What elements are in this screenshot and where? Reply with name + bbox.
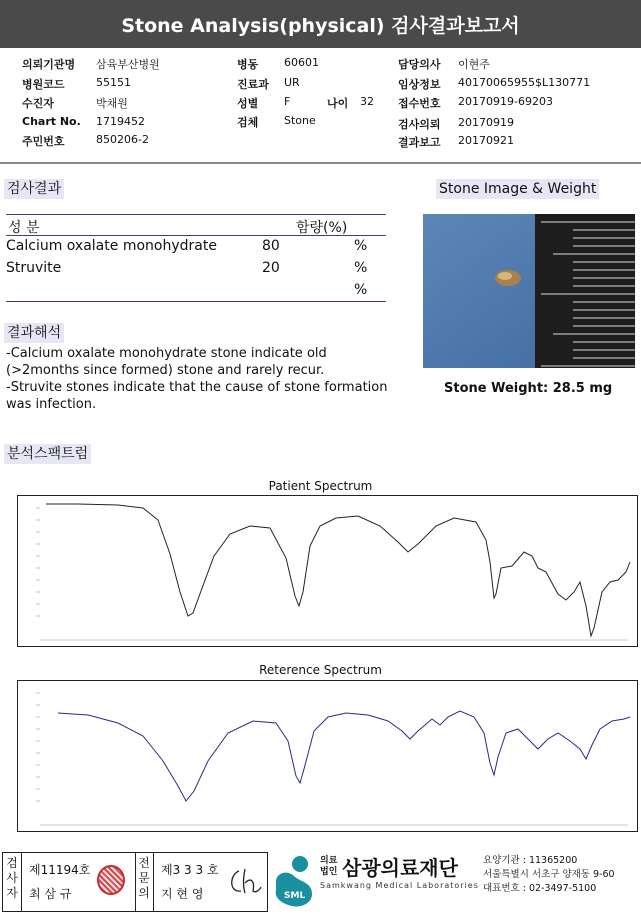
org-name: 삼광의료재단 [342, 856, 458, 880]
org-logo-icon [270, 852, 318, 912]
reference-spectrum-line [58, 711, 630, 801]
signature-box [2, 852, 268, 912]
hospital-value: 삼육부산병원 [96, 58, 160, 71]
org-prefix [320, 856, 337, 878]
interpretation-line: -Calcium oxalate monohydrate stone indicate old [6, 346, 327, 361]
dept-label: 진료과 [237, 78, 269, 91]
org-code: 요양기관 : 11365200 [483, 855, 578, 866]
report-label: 결과보고 [398, 136, 441, 149]
interpretation-line: was infection. [6, 397, 97, 412]
org-address: 서울특별시 서초구 양재동 9-60 [483, 869, 615, 880]
reference-spectrum-title: Reterence Spectrum [259, 663, 382, 677]
sex-label: 성별 [237, 97, 259, 110]
signature-icon [225, 865, 265, 899]
weight-value: 28.5 [552, 381, 585, 396]
component-name: Struvite [6, 260, 62, 276]
component-unit: % [354, 260, 368, 276]
request-value: 20170919 [458, 116, 514, 129]
composition-table [6, 214, 386, 302]
request-label: 검사의뢰 [398, 118, 441, 131]
age-value: 32 [360, 95, 374, 108]
table-row [6, 258, 386, 280]
ward-label: 병동 [237, 58, 259, 71]
specimen-label: 검체 [237, 116, 259, 129]
component-header: 성 분 [8, 220, 40, 236]
logo-text: SML [284, 891, 306, 901]
hospital-code-value: 55151 [96, 76, 131, 89]
footer [0, 848, 641, 916]
doctor-label: 담당의사 [398, 58, 441, 71]
ward-value: 60601 [284, 56, 319, 69]
amount-header: 함량(%) [296, 220, 348, 236]
results-heading: 검사결과 [4, 179, 64, 199]
report-value: 20170921 [458, 134, 514, 147]
component-value: 20 [262, 260, 280, 276]
component-unit: % [354, 238, 368, 254]
patient-spectrum-plot [17, 495, 638, 647]
age-label: 나이 [327, 97, 349, 110]
red-seal-icon [97, 865, 125, 895]
interpretation-line: (>2months since formed) stone and rarely recur. [6, 363, 325, 378]
weight-label: Stone Weight: [444, 381, 549, 396]
receipt-value: 20170919-69203 [458, 95, 553, 108]
resident-value: 850206-2 [96, 133, 149, 146]
chart-label: Chart No. [22, 115, 81, 128]
stone-heading: Stone Image & Weight [436, 179, 599, 199]
tester-vertical-label: 검사자 [6, 856, 18, 900]
hospital-code-label: 병원코드 [22, 78, 65, 91]
component-unit: % [354, 282, 368, 298]
component-name: Calcium oxalate monohydrate [6, 238, 217, 254]
dept-value: UR [284, 76, 300, 89]
hospital-label: 의뢰기관명 [22, 58, 76, 71]
sex-value: F [284, 95, 291, 108]
collector-label: 수진자 [22, 97, 54, 110]
org-phone: 대표번호 : 02-3497-5100 [483, 883, 597, 894]
report-title: Stone Analysis(physical) 검사결과보고서 [0, 0, 641, 48]
table-row [6, 280, 386, 302]
specimen-value: Stone [284, 114, 316, 127]
component-value: 80 [262, 238, 280, 254]
collector-value: 박채원 [96, 97, 128, 110]
patient-spectrum-line [46, 504, 630, 636]
clinical-label: 임상정보 [398, 78, 441, 91]
chart-value: 1719452 [96, 115, 145, 128]
interpretation-line: -Struvite stones indicate that the cause of stone formation [6, 380, 388, 395]
interpretation-heading: 결과해석 [4, 323, 64, 343]
specialist-vertical-label: 전문의 [138, 856, 150, 900]
clinical-value: 40170065955$L130771 [458, 76, 591, 89]
tester-license-no: 제11194호 [29, 863, 91, 877]
patient-info [0, 48, 641, 164]
stone-photo [423, 214, 635, 368]
weight-unit: mg [589, 381, 613, 396]
receipt-label: 접수번호 [398, 97, 441, 110]
table-row [6, 236, 386, 258]
org-english-name: Samkwang Medical Laboratories [320, 881, 479, 890]
patient-spectrum-title: Patient Spectrum [268, 479, 373, 493]
resident-label: 주민번호 [22, 135, 65, 148]
org-prefix-top: 의료 [320, 856, 338, 866]
specialist-name: 지 현 영 [161, 887, 204, 901]
doctor-value: 이현주 [458, 58, 490, 71]
reference-spectrum-plot [17, 680, 638, 832]
stone-weight [444, 381, 612, 396]
table-header [6, 214, 386, 236]
interpretation-text [6, 345, 401, 413]
spectrum-heading: 분석스팩트럼 [4, 444, 91, 464]
org-prefix-bottom: 법인 [320, 867, 338, 877]
org-contact [483, 854, 615, 896]
specialist-license-no: 제3 3 3 호 [161, 863, 219, 877]
tester-name: 최 삼 규 [29, 887, 72, 901]
